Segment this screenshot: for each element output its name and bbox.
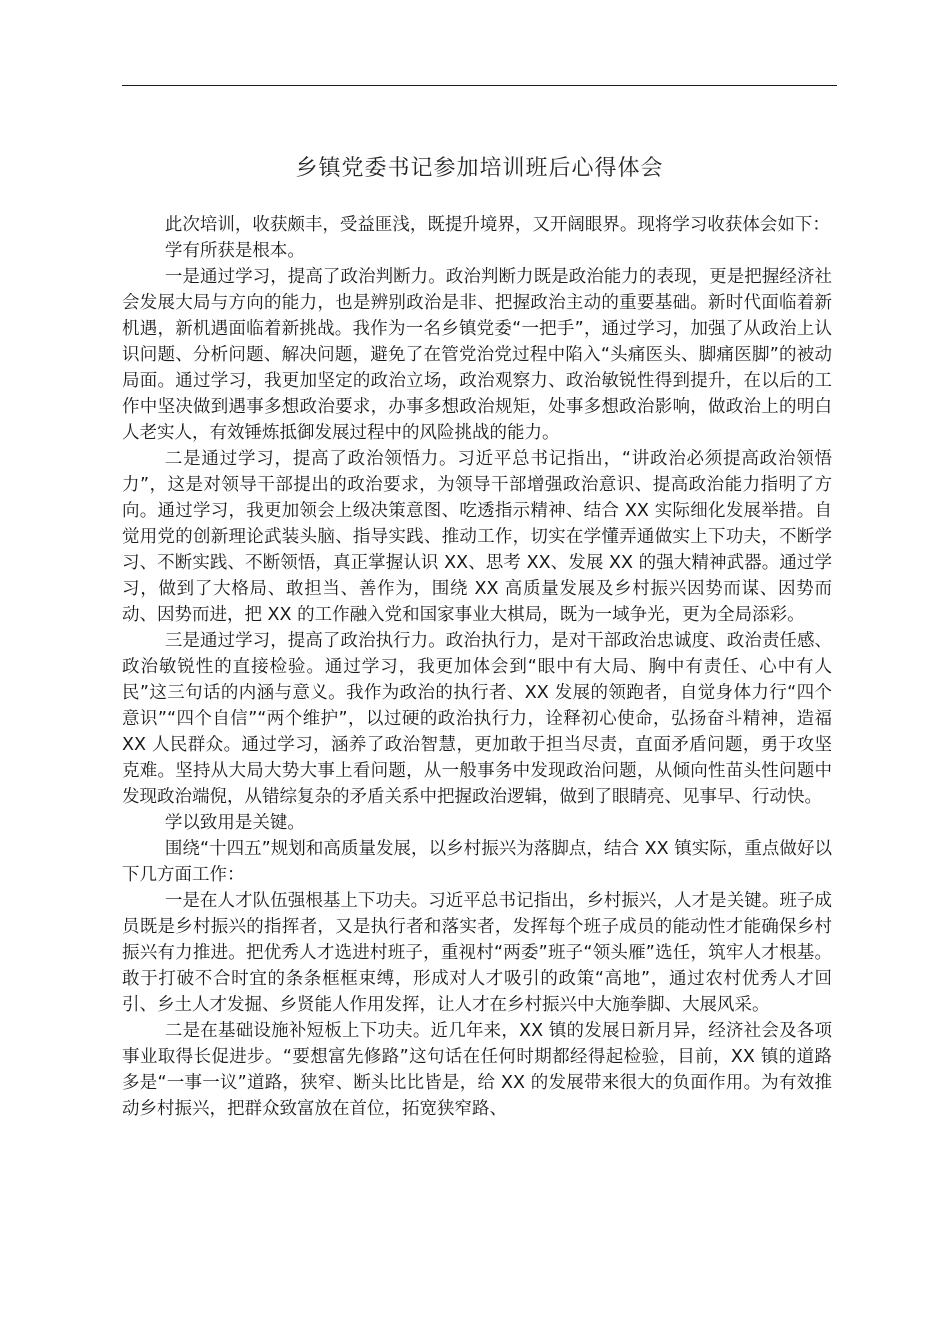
paragraph-intro: 此次培训，收获颇丰，受益匪浅，既提升境界，又开阔眼界。现将学习收获体会如下： bbox=[164, 215, 830, 235]
paragraph-heading-application: 学以致用是关键。 bbox=[164, 813, 305, 833]
paragraph-plan-intro: 围绕“十四五”规划和高质量发展，以乡村振兴为落脚点，结合 XX 镇实际，重点做好以下几方面工作： bbox=[122, 839, 832, 885]
document-title: 乡镇党委书记参加培训班后心得体会 bbox=[295, 156, 664, 181]
paragraph-execution: 三是通过学习，提高了政治执行力。政治执行力，是对干部政治忠诚度、政治责任感、政治敏锐性的直接检验。通过学习，我更加体会到“眼中有大局、胸中有责任、心中有人民”这三句话的内涵与意义。我作为政治的执行者、XX 发展的领跑者，自觉身体力行“四个意识”“四个自信”“两个维护”，以过硬的政治执行力，诠释初心使命，弘扬奋斗精神，造福 XX 人民群众。通过学习，涵养了政治智慧，更加敢于担当尽责，直面矛盾问题，勇于攻坚克难。坚持从大局大势大事上看问题，从一般事务中发现政治问题，从倾向性苗头性问题中发现政治端倪，从错综复杂的矛盾关系中把握政治逻辑，做到了眼睛亮、见事早、行动快。 bbox=[122, 631, 832, 807]
paragraph-heading-learning: 学有所获是根本。 bbox=[164, 241, 305, 261]
paragraph-infrastructure: 二是在基础设施补短板上下功夫。近几年来，XX 镇的发展日新月异，经济社会及各项事业取得长促进步。“要想富先修路”这句话在任何时期都经得起检验，目前，XX 镇的道路多是“一事一议”道路，狭窄、断头比比皆是，给 XX 的发展带来很大的负面作用。为有效推动乡村振兴，把群众致富放在首位，拓宽狭窄路、 bbox=[122, 1021, 832, 1119]
document-body bbox=[122, 212, 832, 1122]
header-rule bbox=[122, 85, 837, 86]
paragraph-judgment: 一是通过学习，提高了政治判断力。政治判断力既是政治能力的表现，更是把握经济社会发展大局与方向的能力，也是辨别政治是非、把握政治主动的重要基础。新时代面临着新机遇，新机遇面临着新挑战。我作为一名乡镇党委“一把手”，通过学习，加强了从政治上认识问题、分析问题、解决问题，避免了在管党治党过程中陷入“头痛医头、脚痛医脚”的被动局面。通过学习，我更加坚定的政治立场，政治观察力、政治敏锐性得到提升，在以后的工作中坚决做到遇事多想政治要求，办事多想政治规矩，处事多想政治影响，做政治上的明白人老实人，有效锤炼抵御发展过程中的风险挑战的能力。 bbox=[122, 267, 832, 443]
paragraph-talent: 一是在人才队伍强根基上下功夫。习近平总书记指出，乡村振兴，人才是关键。班子成员既是乡村振兴的指挥者，又是执行者和落实者，发挥每个班子成员的能动性才能确保乡村振兴有力推进。把优秀人才选进村班子，重视村“两委”班子“领头雁”选任，筑牢人才根基。敢于打破不合时宜的条条框框束缚，形成对人才吸引的政策“高地”，通过农村优秀人才回引、乡土人才发掘、乡贤能人作用发挥，让人才在乡村振兴中大施拳脚、大展风采。 bbox=[122, 891, 832, 1015]
paragraph-comprehension: 二是通过学习，提高了政治领悟力。习近平总书记指出，“讲政治必须提高政治领悟力”，这是对领导干部提出的政治要求，为领导干部增强政治意识、提高政治能力指明了方向。通过学习，我更加领会上级决策意图、吃透指示精神、结合 XX 实际细化发展举措。自觉用党的创新理论武装头脑、指导实践、推动工作，切实在学懂弄通做实上下功夫，不断学习、不断实践、不断领悟，真正掌握认识 XX、思考 XX、发展 XX 的强大精神武器。通过学习，做到了大格局、敢担当、善作为，围绕 XX 高质量发展及乡村振兴因势而谋、因势而动、因势而进，把 XX 的工作融入党和国家事业大棋局，既为一域争光，更为全局添彩。 bbox=[122, 449, 832, 625]
